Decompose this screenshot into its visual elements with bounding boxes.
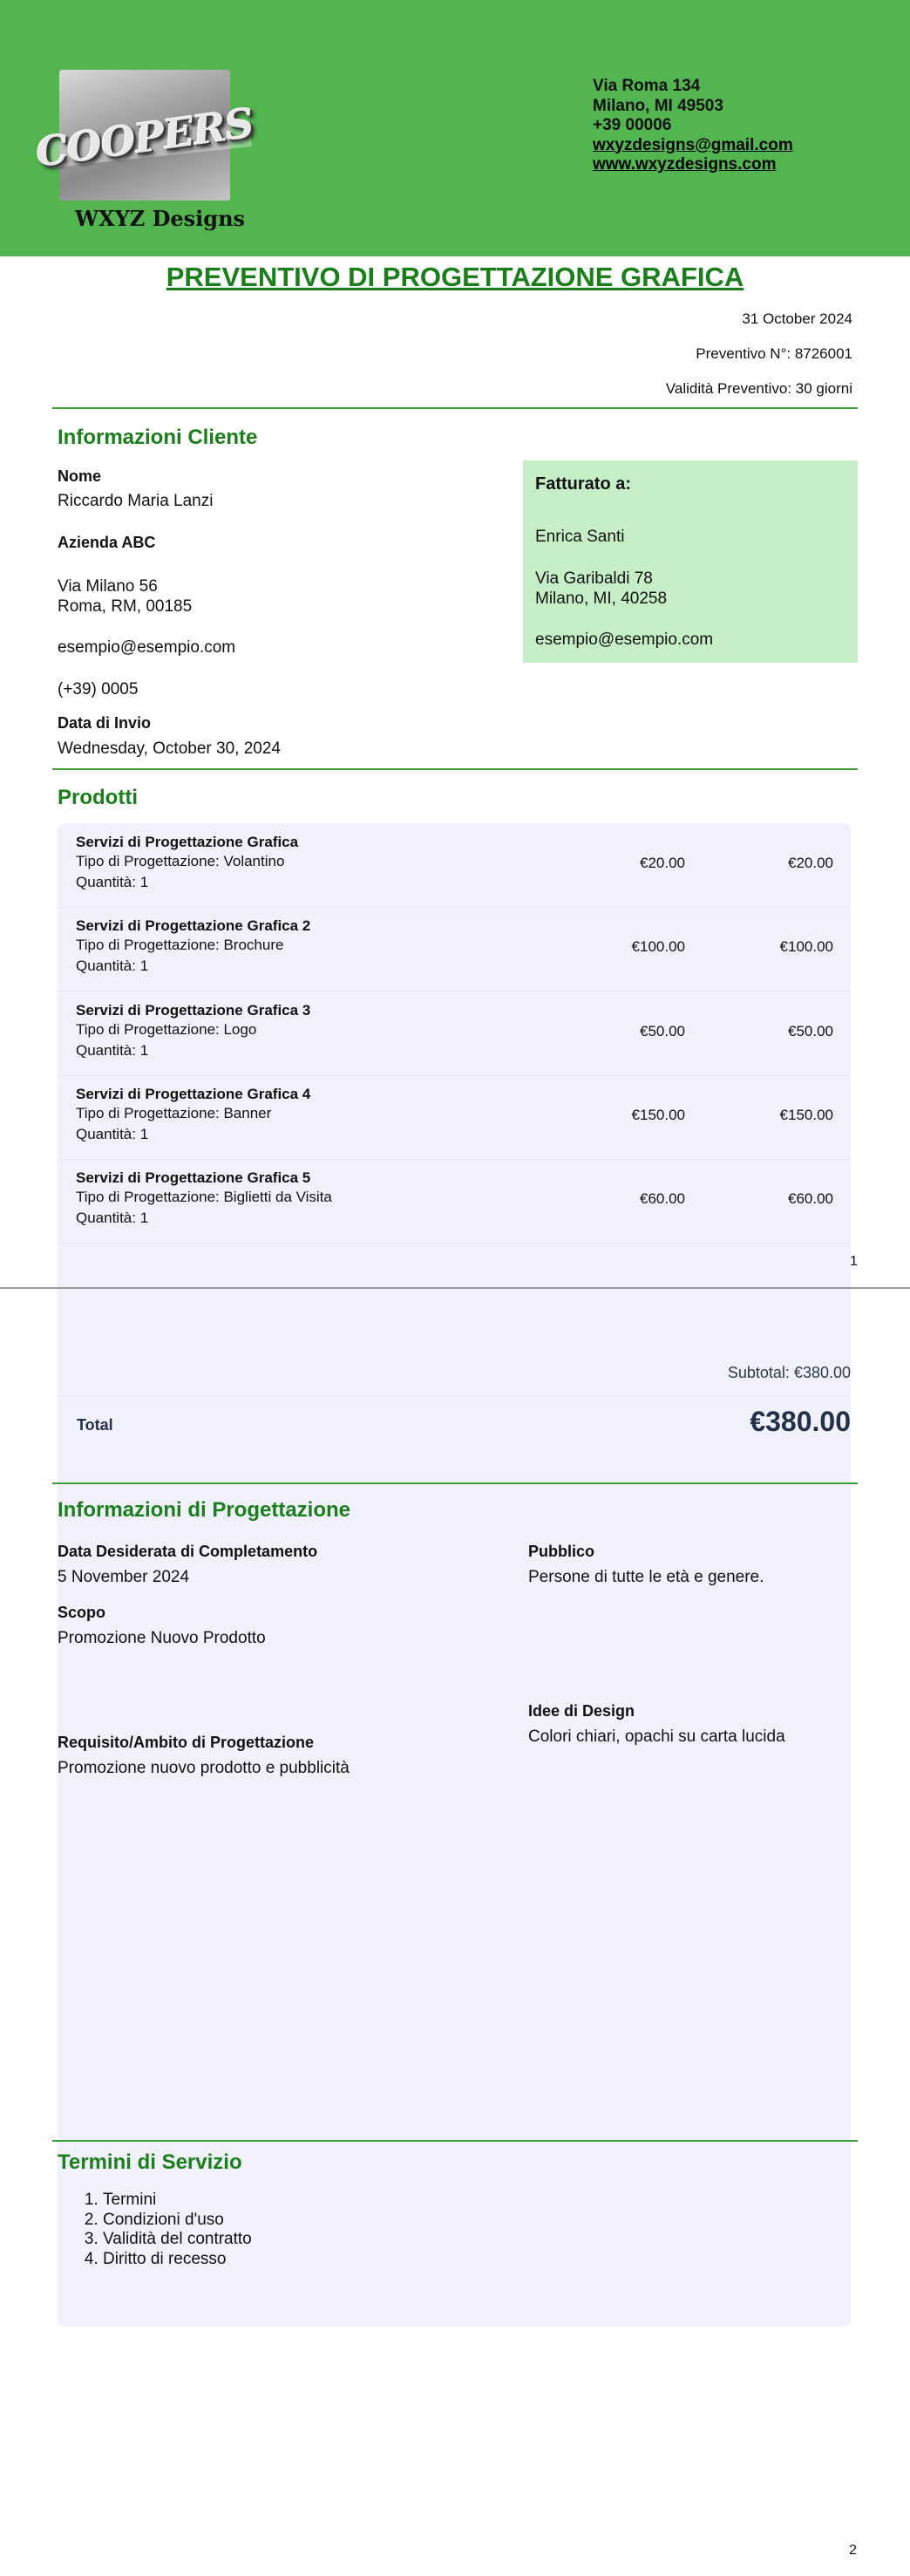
client-name: Riccardo Maria Lanzi	[58, 492, 214, 510]
send-date: Wednesday, October 30, 2024	[58, 739, 281, 758]
billed-to-box	[523, 460, 858, 663]
product-price: €150.00	[631, 1107, 685, 1123]
billed-to-address-line2: Milano, MI, 40258	[535, 589, 668, 608]
company-logo-image	[33, 70, 256, 201]
divider	[52, 1482, 858, 1484]
terms-list	[58, 2191, 252, 2269]
audience-value: Persone di tutte le età e genere.	[528, 1568, 764, 1586]
client-name-label: Nome	[58, 467, 102, 485]
table-row	[58, 823, 851, 908]
header-banner	[0, 0, 910, 256]
divider	[52, 2140, 858, 2142]
product-name: Servizi di Progettazione Grafica 4	[76, 1086, 311, 1102]
product-quantity: Quantità: 1	[76, 1126, 149, 1142]
list-item: 3. Validità del contratto	[103, 2230, 252, 2250]
subtotal: Subtotal: €380.00	[727, 1364, 851, 1381]
total-divider	[58, 1395, 851, 1396]
product-quantity: Quantità: 1	[76, 1210, 149, 1226]
client-address-line2: Roma, RM, 00185	[58, 597, 193, 616]
table-row	[58, 907, 851, 992]
page-break	[0, 1287, 910, 1289]
product-line-total: €20.00	[788, 855, 833, 871]
product-price: €100.00	[631, 938, 685, 955]
client-email: esempio@esempio.com	[58, 638, 236, 657]
product-name: Servizi di Progettazione Grafica 3	[76, 1002, 311, 1019]
divider	[52, 407, 858, 409]
product-line-total: €150.00	[779, 1107, 833, 1123]
list-item: 4. Diritto di recesso	[103, 2250, 252, 2270]
client-company: Azienda ABC	[58, 534, 156, 551]
product-name: Servizi di Progettazione Grafica	[76, 834, 299, 850]
product-quantity: Quantità: 1	[76, 1042, 149, 1059]
client-address-line1: Via Milano 56	[58, 577, 158, 596]
products-title: Prodotti	[58, 786, 138, 809]
total-label: Total	[77, 1416, 113, 1434]
requirement-label: Requisito/Ambito di Progettazione	[58, 1734, 315, 1751]
product-type: Tipo di Progettazione: Banner	[76, 1105, 272, 1121]
product-type: Tipo di Progettazione: Biglietti da Visita	[76, 1189, 332, 1205]
table-row	[58, 992, 851, 1076]
product-type: Tipo di Progettazione: Logo	[76, 1021, 257, 1038]
company-website-link[interactable]: www.wxyzdesigns.com	[593, 155, 777, 174]
document-date: 31 October 2024	[742, 310, 852, 327]
scope-value: Promozione Nuovo Prodotto	[58, 1629, 266, 1647]
document-title: PREVENTIVO DI PROGETTAZIONE GRAFICA	[166, 262, 744, 292]
product-name: Servizi di Progettazione Grafica 2	[76, 917, 311, 934]
logo-badge-text: COOPERS	[33, 99, 256, 177]
total-value: €380.00	[750, 1406, 851, 1437]
table-row	[58, 1075, 851, 1160]
product-quantity: Quantità: 1	[76, 874, 149, 890]
project-info-title: Informazioni di Progettazione	[58, 1498, 351, 1522]
billed-to-address-line1: Via Garibaldi 78	[535, 569, 653, 588]
client-info-title: Informazioni Cliente	[58, 426, 258, 449]
company-address-line2: Milano, MI 49503	[593, 96, 723, 115]
requirement-value: Promozione nuovo prodotto e pubblicità	[58, 1759, 350, 1777]
design-ideas-label: Idee di Design	[528, 1702, 635, 1720]
product-line-total: €50.00	[788, 1023, 833, 1039]
send-date-label: Data di Invio	[58, 714, 152, 732]
divider	[52, 768, 858, 770]
company-email-link[interactable]: wxyzdesigns@gmail.com	[593, 135, 793, 154]
billed-to-name: Enrica Santi	[535, 528, 625, 546]
product-line-total: €60.00	[788, 1190, 833, 1207]
list-item: 1. Termini	[103, 2191, 252, 2211]
product-price: €50.00	[640, 1023, 685, 1039]
page-number: 1	[850, 1254, 858, 1269]
table-row	[58, 1159, 851, 1244]
product-price: €20.00	[640, 855, 685, 871]
company-contact	[593, 77, 793, 175]
company-name: WXYZ Designs	[75, 206, 246, 231]
company-phone: +39 00006	[593, 116, 672, 134]
product-type: Tipo di Progettazione: Volantino	[76, 853, 285, 869]
company-address-line1: Via Roma 134	[593, 77, 701, 95]
list-item: 2. Condizioni d'uso	[103, 2211, 252, 2231]
scope-label: Scopo	[58, 1604, 106, 1621]
audience-label: Pubblico	[528, 1543, 594, 1560]
completion-date-label: Data Desiderata di Completamento	[58, 1543, 318, 1560]
product-price: €60.00	[640, 1190, 685, 1207]
product-type: Tipo di Progettazione: Brochure	[76, 937, 284, 953]
quote-number: Preventivo N°: 8726001	[696, 345, 852, 362]
product-line-total: €100.00	[779, 938, 833, 955]
product-quantity: Quantità: 1	[76, 957, 149, 974]
page-number: 2	[849, 2543, 857, 2558]
design-ideas-value: Colori chiari, opachi su carta lucida	[528, 1728, 785, 1746]
completion-date: 5 November 2024	[58, 1568, 190, 1586]
quote-validity: Validità Preventivo: 30 giorni	[665, 380, 852, 397]
product-name: Servizi di Progettazione Grafica 5	[76, 1169, 311, 1186]
client-phone: (+39) 0005	[58, 680, 139, 699]
terms-title: Termini di Servizio	[58, 2150, 242, 2174]
billed-to-title: Fatturato a:	[535, 474, 631, 494]
billed-to-email: esempio@esempio.com	[535, 630, 714, 649]
